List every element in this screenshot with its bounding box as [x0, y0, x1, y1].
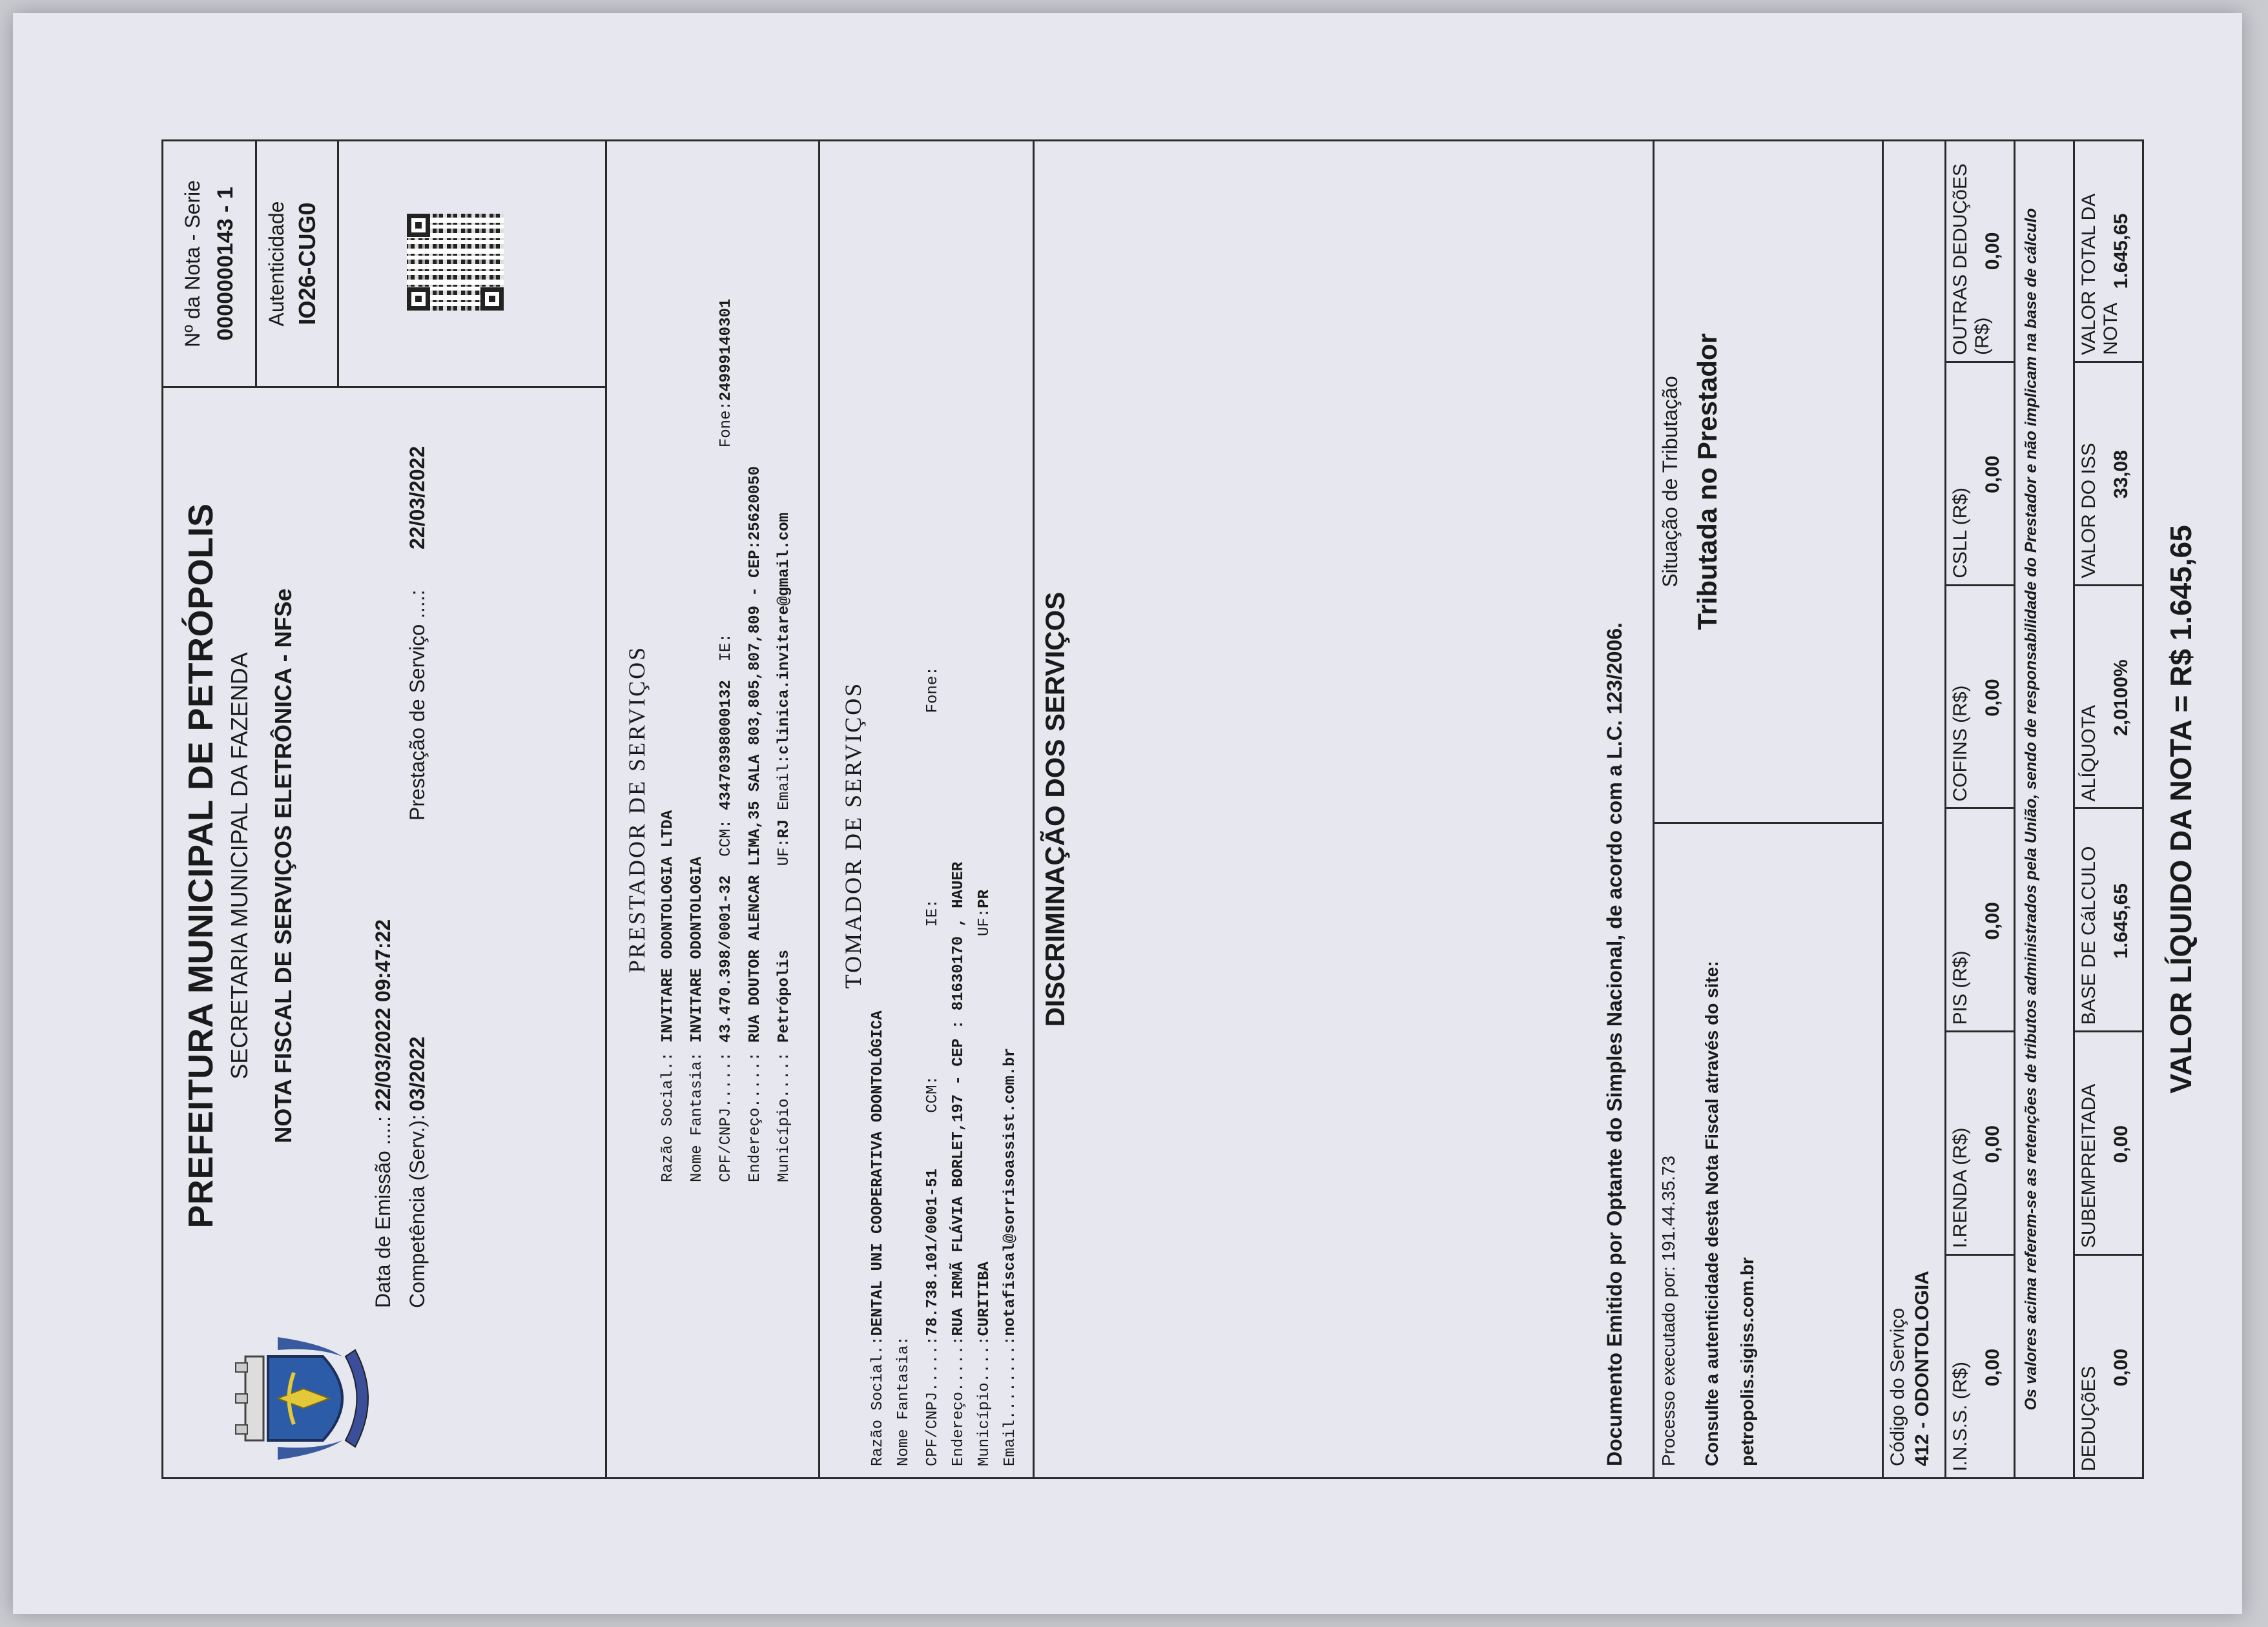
- valor-value: 0,00: [2110, 1125, 2132, 1163]
- situacao-label: Situação de Tributação: [1658, 376, 1682, 588]
- coat-of-arms-icon: [232, 1331, 381, 1466]
- prestador-cnpj: CPF/CNPJ.....: 43.470.398/0001-32 CCM: 43470398000132 IE: Fone:24999140301: [717, 298, 735, 1182]
- valor-label: VALOR DO ISS: [2078, 443, 2099, 578]
- valor-label: ALÍQUOTA: [2078, 705, 2099, 802]
- tributo-value: 0,00: [1982, 902, 2003, 940]
- discriminacao-box: [1033, 139, 1655, 1479]
- prestacao-value: 22/03/2022: [406, 445, 429, 549]
- tomador-municipio: Município....:CURITIBA UF:PR: [976, 890, 993, 1466]
- processo-box: [1653, 139, 1884, 1479]
- competencia-label: Competência (Serv.):: [406, 1114, 429, 1308]
- nfse-document: [161, 139, 2198, 1479]
- cell-divider: [2073, 1254, 2144, 1256]
- valor-label: VALOR TOTAL DA NOTA: [2078, 194, 2121, 355]
- cell-divider: [1944, 1030, 2015, 1032]
- cell-divider: [2073, 584, 2144, 586]
- tributo-value: 0,00: [1982, 232, 2003, 271]
- valor-value: 1.645,65: [2110, 883, 2132, 959]
- prestacao-label: Prestação de Serviço ....:: [406, 589, 429, 821]
- tributo-label: CSLL (R$): [1950, 487, 1971, 578]
- valor-value: 33,08: [2110, 450, 2132, 499]
- discriminacao-title: DISCRIMINAÇÃO DOS SERVIÇOS: [1040, 591, 1070, 1027]
- valor-value: 1.645,65: [2110, 213, 2132, 289]
- prestador-endereco: Endereço.....: RUA DOUTOR ALENCAR LIMA,35 SALA 803,805,807,809 - CEP:25620050: [747, 466, 764, 1182]
- tributo-value: 0,00: [1982, 679, 2003, 717]
- tributo-value: 0,00: [1982, 1125, 2003, 1163]
- tributo-value: 0,00: [1982, 455, 2003, 493]
- page-title: PREFEITURA MUNICIPAL DE PETRÓPOLIS: [181, 503, 220, 1229]
- tributo-label: OUTRAS DEDUÇõES (R$): [1950, 163, 1993, 355]
- processo-text: Processo executado por: 191.44.35.73: [1658, 1155, 1678, 1466]
- prestador-municipio: Município....: Petrópolis UF:RJ Email:clinica.invitare@gmail.com: [776, 512, 793, 1182]
- nota-number: 0000000143 - 1: [213, 187, 238, 341]
- emissao-label: Data de Emissão ....:: [371, 1116, 395, 1308]
- prestador-fantasia: Nome Fantasia: INVITARE ODONTOLOGIA: [688, 856, 706, 1182]
- document-type: NOTA FISCAL DE SERVIÇOS ELETRÔNICA - NFSe: [270, 588, 296, 1143]
- tomador-cnpj: CPF/CNPJ.....:78.738.101/0001-51 CCM: IE: Fone:: [924, 666, 942, 1466]
- tributo-label: PIS (R$): [1950, 950, 1971, 1025]
- autenticidade-code: IO26-CUG0: [294, 202, 320, 325]
- emissao-value: 22/03/2022 09:47:22: [371, 919, 395, 1111]
- codigo-value: 412 - ODONTOLOGIA: [1912, 1271, 1933, 1466]
- site-link[interactable]: petropolis.sigiss.com.br: [1737, 1257, 1757, 1466]
- paper-sheet: [13, 13, 2242, 1614]
- cell-divider: [2073, 361, 2144, 363]
- valor-label: DEDUÇõES: [2078, 1366, 2099, 1471]
- valor-label: BASE DE CáLCULO: [2078, 846, 2099, 1025]
- consulte-text: Consulte a autenticidade desta Nota Fiscal através do site:: [1702, 961, 1722, 1466]
- valor-value: 2,0100%: [2110, 659, 2132, 736]
- cell-divider: [1944, 1254, 2015, 1256]
- valor-liquido: VALOR LÍQUIDO DA NOTA = R$ 1.645,65: [2164, 525, 2198, 1094]
- tomador-email: Email........:notafiscal@sorrisoassist.com.br: [1002, 1047, 1019, 1466]
- tomador-fantasia: Nome Fantasia:: [895, 1336, 912, 1466]
- cell-divider: [2073, 1030, 2144, 1032]
- nota-label: Nº da Nota - Serie: [181, 180, 204, 347]
- prestador-title: PRESTADOR DE SERVIÇOS: [624, 645, 650, 974]
- retencao-note: Os valores acima referem-se as retenções de tributos administrados pela União, sendo de responsabilidade do Prestador e não implicam na base de cálculo: [2022, 208, 2040, 1411]
- cell-divider: [1944, 584, 2015, 586]
- autenticidade-label: Autenticidade: [265, 201, 288, 327]
- tributo-label: COFINS (R$): [1950, 685, 1971, 802]
- tributo-label: I.RENDA (R$): [1950, 1127, 1971, 1249]
- situacao-value: Tributada no Prestador: [1692, 333, 1722, 630]
- tomador-endereco: Endereço.....:RUA IRMÃ FLÁVIA BORLET,197 - CEP : 81630170 , HAUER: [950, 861, 967, 1466]
- tributo-label: I.N.S.S. (R$): [1950, 1361, 1971, 1471]
- valor-value: 0,00: [2110, 1348, 2132, 1387]
- prestador-razao: Razão Social.: INVITARE ODONTOLOGIA LTDA: [659, 810, 677, 1182]
- valor-label: SUBEMPREITADA: [2078, 1083, 2099, 1249]
- cell-divider: [1944, 361, 2015, 363]
- tributo-value: 0,00: [1982, 1348, 2003, 1387]
- competencia-value: 03/2022: [406, 1036, 429, 1111]
- cell-divider: [1944, 808, 2015, 810]
- qr-code-icon: [407, 214, 504, 311]
- page-subtitle: SECRETARIA MUNICIPAL DA FAZENDA: [226, 652, 253, 1080]
- simples-notice: Documento Emitido por Optante do Simples Nacional, de acordo com a L.C. 123/2006.: [1603, 622, 1626, 1466]
- tomador-title: TOMADOR DE SERVIÇOS: [840, 681, 866, 989]
- codigo-label: Código do Serviço: [1887, 1307, 1908, 1466]
- tomador-razao: Razão Social.:DENTAL UNI COOPERATIVA ODONTOLÓGICA: [869, 1010, 887, 1466]
- cell-divider: [2073, 808, 2144, 810]
